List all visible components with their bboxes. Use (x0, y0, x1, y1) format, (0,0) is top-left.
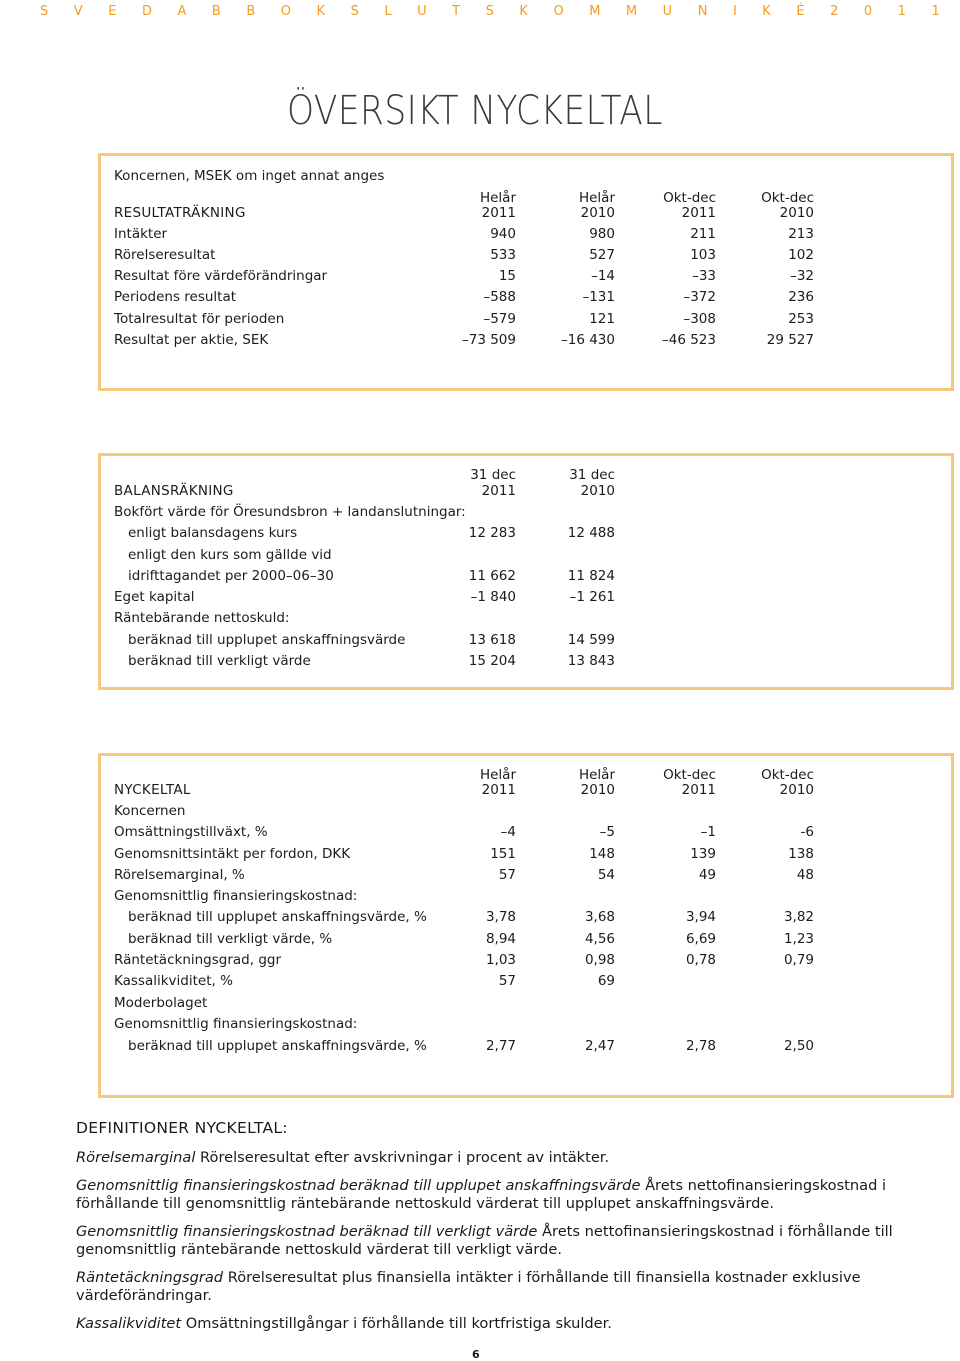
table-cell: –5 (599, 824, 615, 840)
table-cell: 0,78 (685, 952, 716, 968)
table-cell: 8,94 (485, 931, 516, 947)
section-heading: NYCKELTAL (114, 782, 191, 798)
table-cell: 3,82 (783, 909, 814, 925)
col-header-year: 2011 (681, 782, 716, 798)
header-letter: B (211, 4, 221, 19)
table-cell: 54 (597, 867, 615, 883)
table-cell: 3,68 (584, 909, 615, 925)
definition-term: Rörelsemarginal (76, 1149, 196, 1166)
table-row-label: beräknad till upplupet anskaffningsvärde, % (128, 1038, 427, 1054)
table-cell: 103 (690, 247, 716, 263)
table-cell: 980 (589, 226, 615, 242)
table-row-label: Rörelseresultat (114, 247, 216, 263)
header-letter: 2 (830, 4, 839, 19)
header-letter: M (589, 4, 601, 19)
page-number: 6 (472, 1348, 480, 1361)
col-header: Okt-dec (663, 767, 716, 783)
definition-term: Räntetäckningsgrad (76, 1269, 224, 1286)
header-letter: O (280, 4, 291, 19)
table-cell: 0,98 (584, 952, 615, 968)
subsection-heading: Moderbolaget (114, 995, 208, 1011)
header-letter: N (697, 4, 708, 19)
table-cell: 49 (698, 867, 716, 883)
header-letter: L (384, 4, 392, 19)
table-cell: 211 (690, 226, 716, 242)
table-cell: 4,56 (584, 931, 615, 947)
header-letter: D (141, 4, 152, 19)
table-row-label: Resultat före värdeförändringar (114, 268, 328, 284)
page-title: ÖVERSIKT NYCKELTAL (287, 88, 663, 134)
definition-item (76, 1177, 906, 1213)
table-cell: 12 283 (468, 525, 516, 541)
table-cell: 151 (490, 846, 516, 862)
definition-text: Rörelseresultat efter avskrivningar i procent av intäkter. (195, 1149, 610, 1166)
table-cell: 121 (589, 311, 615, 327)
table-cell: –33 (692, 268, 716, 284)
definition-text: Rörelseresultat plus finansiella intäkter i förhållande till finansiella kostnader exklusive värdeförändringar. (76, 1269, 861, 1304)
table-cell: -6 (800, 824, 814, 840)
table-row-label: Kassalikviditet, % (114, 973, 233, 989)
table-cell: 2,47 (584, 1038, 615, 1054)
header-letter: K (762, 4, 771, 19)
header-letter: S (350, 4, 359, 19)
table-cell: –588 (483, 289, 516, 305)
col-header: 31 dec (569, 467, 615, 483)
table-row-label: Omsättningstillväxt, % (114, 824, 268, 840)
table-cell: –46 523 (662, 332, 716, 348)
section-heading: RESULTATRÄKNING (114, 205, 246, 221)
table-row-label: Räntebärande nettoskuld: (114, 610, 290, 626)
header-letter: B (246, 4, 256, 19)
col-header-year: 2010 (580, 483, 615, 499)
table-cell: –1 (700, 824, 716, 840)
col-header: Okt-dec (761, 190, 814, 206)
col-header-year: 2010 (580, 782, 615, 798)
table-cell: –73 509 (462, 332, 516, 348)
table-cell: –579 (483, 311, 516, 327)
col-header-year: 2011 (481, 205, 516, 221)
table-cell: 138 (788, 846, 814, 862)
table-cell: 57 (498, 973, 516, 989)
definition-item (76, 1269, 906, 1305)
col-header: Helår (578, 190, 615, 206)
table-cell: 15 (498, 268, 516, 284)
col-header-year: 2010 (580, 205, 615, 221)
table-row-label: Periodens resultat (114, 289, 237, 305)
definition-text: Årets nettofinansieringskostnad i förhållande till genomsnittlig räntebärande nettoskuld värderat till upplupet anskaffningsvärde. (76, 1177, 887, 1212)
col-header: Okt-dec (761, 767, 814, 783)
table-cell: 102 (788, 247, 814, 263)
header-letter: V (73, 4, 83, 19)
definition-item (76, 1315, 906, 1333)
definition-term: Kassalikviditet (76, 1315, 182, 1332)
table-row-label: beräknad till verkligt värde, % (128, 931, 333, 947)
header-letter: 1 (931, 4, 940, 19)
table-row-label: enligt balansdagens kurs (128, 525, 298, 541)
table-row-label: beräknad till verkligt värde (128, 653, 311, 669)
table-cell: 213 (788, 226, 814, 242)
table-row-label: beräknad till upplupet anskaffningsvärde, % (128, 909, 427, 925)
table-row-label: Rörelsemarginal, % (114, 867, 245, 883)
header-letter: É (796, 4, 805, 19)
header-letter: S (40, 4, 49, 19)
table-cell: 940 (490, 226, 516, 242)
col-header-year: 2011 (481, 782, 516, 798)
header-letter: 1 (897, 4, 906, 19)
table-cell: –4 (500, 824, 516, 840)
col-header-year: 2011 (681, 205, 716, 221)
header-letter: O (553, 4, 564, 19)
header-letter: M (625, 4, 638, 19)
header-letter: A (177, 4, 187, 19)
table-cell: –1 840 (470, 589, 516, 605)
col-header: Helår (479, 767, 516, 783)
table-cell: 29 527 (766, 332, 814, 348)
header-letter: 0 (863, 4, 873, 19)
header-letter: S (485, 4, 494, 19)
table-row-label: Genomsnittlig finansieringskostnad: (114, 888, 358, 904)
section-heading: BALANSRÄKNING (114, 483, 234, 499)
table-cell: 236 (788, 289, 814, 305)
table-row-label: Räntetäckningsgrad, ggr (114, 952, 282, 968)
definition-item (76, 1223, 906, 1259)
definition-text: Årets nettofinansieringskostnad i förhållande till genomsnittlig räntebärande nettoskuld värderat till verkligt värde. (76, 1223, 893, 1258)
table-cell: 1,03 (485, 952, 516, 968)
table-cell: 3,94 (685, 909, 716, 925)
table-cell: 12 488 (567, 525, 615, 541)
definition-item (76, 1149, 906, 1167)
col-header-year: 2010 (779, 205, 814, 221)
table-cell: –1 261 (569, 589, 615, 605)
table-row-label: Genomsnittsintäkt per fordon, DKK (114, 846, 351, 862)
table-cell: 2,50 (783, 1038, 814, 1054)
table-cell: 148 (589, 846, 615, 862)
table-cell: 2,78 (685, 1038, 716, 1054)
table-cell: –14 (591, 268, 615, 284)
table-row-label: enligt den kurs som gällde vid (128, 547, 332, 563)
definition-term: Genomsnittlig finansieringskostnad beräknad till upplupet anskaffningsvärde (76, 1177, 641, 1194)
header-letter: E (108, 4, 117, 19)
header-letter: T (452, 4, 461, 19)
definitions-title: DEFINITIONER NYCKELTAL: (76, 1119, 288, 1137)
table-cell: 13 618 (468, 632, 516, 648)
subsection-heading: Koncernen (114, 803, 186, 819)
table-cell: 527 (589, 247, 615, 263)
table-row-label: Totalresultat för perioden (114, 311, 285, 327)
table-cell: 139 (690, 846, 716, 862)
col-header-year: 2011 (481, 483, 516, 499)
table-row-label: Genomsnittlig finansieringskostnad: (114, 1016, 358, 1032)
running-header (40, 4, 940, 19)
table-row-label: beräknad till upplupet anskaffningsvärde (128, 632, 406, 648)
table-cell: 57 (498, 867, 516, 883)
table-cell: 69 (597, 973, 615, 989)
col-header: Okt-dec (663, 190, 716, 206)
table-cell: 48 (796, 867, 814, 883)
col-header-year: 2010 (779, 782, 814, 798)
header-letter: U (662, 4, 673, 19)
table-cell: –32 (790, 268, 814, 284)
definition-term: Genomsnittlig finansieringskostnad beräknad till verkligt värde (76, 1223, 538, 1240)
col-header: Helår (578, 767, 615, 783)
header-letter: K (519, 4, 528, 19)
table-cell: 253 (788, 311, 814, 327)
table-cell: 13 843 (567, 653, 615, 669)
table-row-label: Eget kapital (114, 589, 195, 605)
table-row-label: Intäkter (114, 226, 168, 242)
table-cell: 1,23 (783, 931, 814, 947)
table-cell: –16 430 (561, 332, 615, 348)
table-cell: 6,69 (685, 931, 716, 947)
table-cell: 11 662 (468, 568, 516, 584)
table-row-label: Resultat per aktie, SEK (114, 332, 269, 348)
table-cell: 11 824 (567, 568, 615, 584)
table-row-label: Bokfört värde för Öresundsbron + landanslutningar: (114, 504, 466, 520)
col-header: 31 dec (470, 467, 516, 483)
header-letter: K (316, 4, 326, 19)
definition-text: Omsättningstillgångar i förhållande till kortfristiga skulder. (181, 1315, 612, 1332)
table-cell: 3,78 (485, 909, 516, 925)
table-cell: –131 (582, 289, 615, 305)
table-cell: –308 (683, 311, 716, 327)
table-row-label: idrifttagandet per 2000–06–30 (128, 568, 334, 584)
table-cell: 14 599 (567, 632, 615, 648)
table-cell: 15 204 (468, 653, 516, 669)
intro-text: Koncernen, MSEK om inget annat anges (114, 168, 385, 184)
table-cell: 533 (490, 247, 516, 263)
header-letter: U (417, 4, 427, 19)
table-cell: –372 (683, 289, 716, 305)
col-header: Helår (479, 190, 516, 206)
header-letter: I (732, 4, 737, 19)
table-cell: 2,77 (485, 1038, 516, 1054)
table-cell: 0,79 (783, 952, 814, 968)
